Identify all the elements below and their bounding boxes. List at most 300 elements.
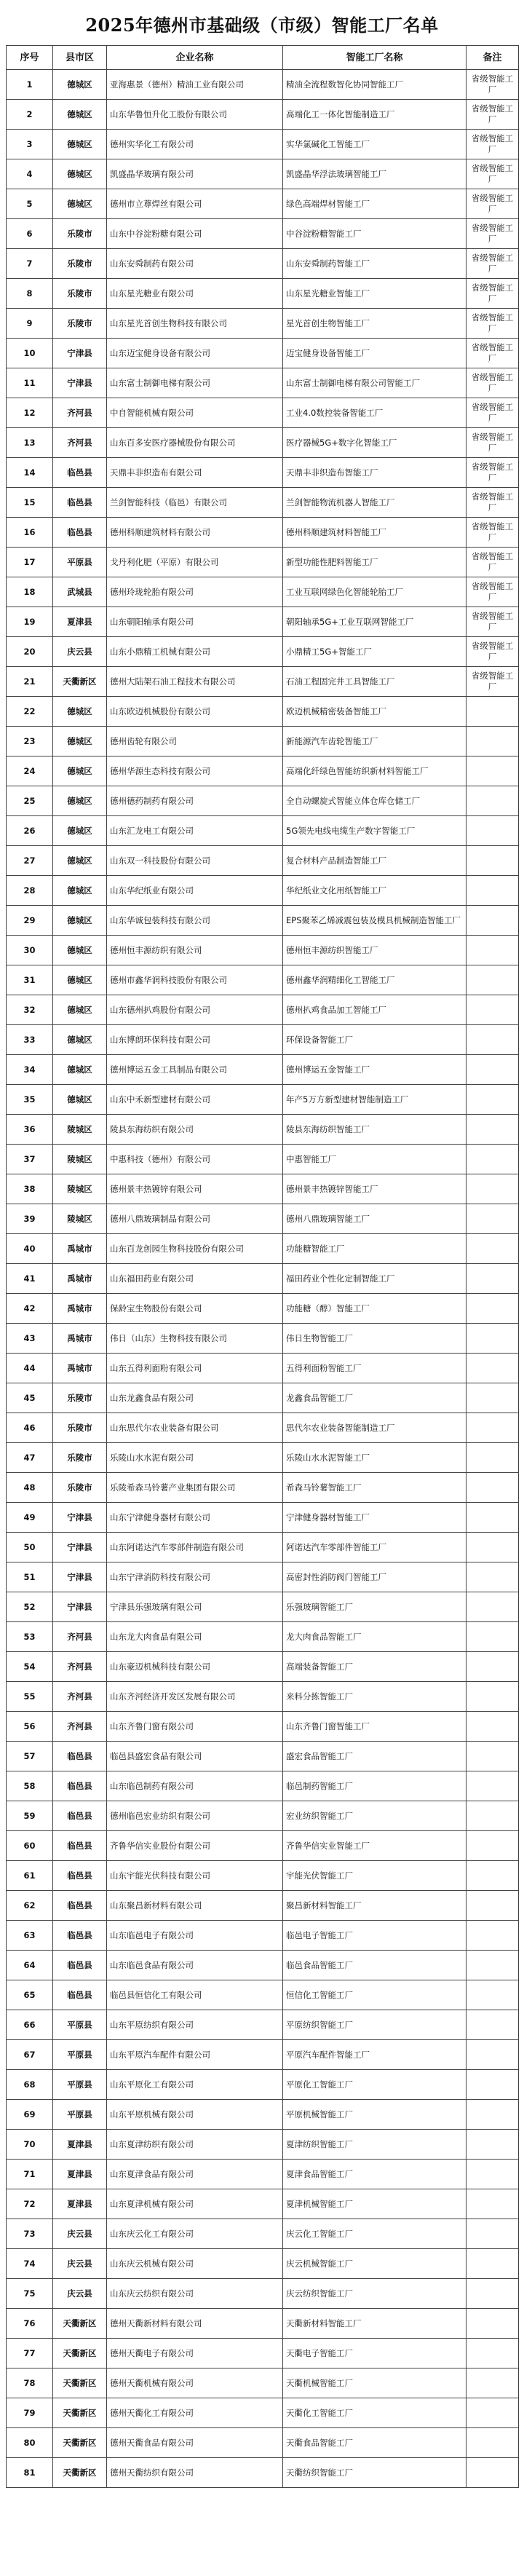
table-body — [7, 70, 519, 2488]
row-factory-name: EPS聚苯乙烯减震包装及模具机械制造智能工厂 — [283, 906, 467, 936]
row-index: 47 — [7, 1443, 53, 1473]
table-row — [7, 548, 519, 577]
row-district: 临邑县 — [53, 1921, 107, 1951]
row-remark: 省级智能工厂 — [467, 219, 519, 249]
row-company: 山东平原汽车配件有限公司 — [107, 2040, 283, 2070]
row-factory-name: 迈宝健身设备智能工厂 — [283, 339, 467, 368]
row-factory-name: 德州景丰热镀锌智能工厂 — [283, 1174, 467, 1204]
table-row — [7, 159, 519, 189]
row-index: 64 — [7, 1951, 53, 1980]
row-company: 德州天衢纺织有限公司 — [107, 2458, 283, 2488]
row-district: 临邑县 — [53, 1951, 107, 1980]
row-index: 11 — [7, 368, 53, 398]
table-row — [7, 2398, 519, 2428]
row-company: 山东平原机械有限公司 — [107, 2100, 283, 2130]
row-district: 乐陵市 — [53, 1443, 107, 1473]
row-company: 山东思代尔农业装备有限公司 — [107, 1413, 283, 1443]
row-remark — [467, 2339, 519, 2368]
row-factory-name: 凯盛晶华浮法玻璃智能工厂 — [283, 159, 467, 189]
row-remark — [467, 816, 519, 846]
row-factory-name: 五得利面粉智能工厂 — [283, 1354, 467, 1383]
row-district: 夏津县 — [53, 607, 107, 637]
row-index: 81 — [7, 2458, 53, 2488]
row-company: 乐陵山水水泥有限公司 — [107, 1443, 283, 1473]
table-row — [7, 368, 519, 398]
row-index: 27 — [7, 846, 53, 876]
row-index: 58 — [7, 1771, 53, 1801]
row-remark — [467, 936, 519, 965]
row-company: 山东中谷淀粉糖有限公司 — [107, 219, 283, 249]
row-remark: 省级智能工厂 — [467, 130, 519, 159]
row-remark: 省级智能工厂 — [467, 577, 519, 607]
row-factory-name: 龙大肉食品智能工厂 — [283, 1622, 467, 1652]
row-index: 52 — [7, 1592, 53, 1622]
table-row — [7, 1682, 519, 1712]
table-row — [7, 488, 519, 518]
row-company: 山东福田药业有限公司 — [107, 1264, 283, 1294]
row-remark — [467, 1652, 519, 1682]
row-remark — [467, 1921, 519, 1951]
table-row — [7, 1294, 519, 1324]
table-row — [7, 1413, 519, 1443]
row-index: 51 — [7, 1562, 53, 1592]
row-remark — [467, 1771, 519, 1801]
table-row — [7, 1980, 519, 2010]
row-district: 临邑县 — [53, 1891, 107, 1921]
row-factory-name: 夏津纺织智能工厂 — [283, 2130, 467, 2160]
row-remark — [467, 965, 519, 995]
row-district: 德城区 — [53, 965, 107, 995]
table-row — [7, 667, 519, 697]
row-company: 山东临邑电子有限公司 — [107, 1921, 283, 1951]
row-company: 中自智能机械有限公司 — [107, 398, 283, 428]
row-index: 42 — [7, 1294, 53, 1324]
row-company: 山东博朗环保科技有限公司 — [107, 1025, 283, 1055]
row-district: 平原县 — [53, 2040, 107, 2070]
row-factory-name: 伟日生物智能工厂 — [283, 1324, 467, 1354]
row-index: 5 — [7, 189, 53, 219]
table-row — [7, 1771, 519, 1801]
row-district: 天衢新区 — [53, 2458, 107, 2488]
table-row — [7, 2070, 519, 2100]
row-remark — [467, 1891, 519, 1921]
row-district: 临邑县 — [53, 1742, 107, 1771]
row-factory-name: 山东齐鲁门窗智能工厂 — [283, 1712, 467, 1742]
row-remark — [467, 697, 519, 727]
row-remark: 省级智能工厂 — [467, 339, 519, 368]
row-district: 齐河县 — [53, 1682, 107, 1712]
table-row — [7, 786, 519, 816]
row-district: 齐河县 — [53, 1652, 107, 1682]
row-district: 禹城市 — [53, 1294, 107, 1324]
row-remark: 省级智能工厂 — [467, 488, 519, 518]
row-company: 亚海惠景（德州）精油工业有限公司 — [107, 70, 283, 100]
table-row — [7, 1652, 519, 1682]
table-row — [7, 1831, 519, 1861]
row-remark — [467, 1473, 519, 1503]
row-company: 山东豪迈机械科技有限公司 — [107, 1652, 283, 1682]
row-factory-name: 天衢纺织智能工厂 — [283, 2458, 467, 2488]
row-factory-name: 绿色高端焊材智能工厂 — [283, 189, 467, 219]
row-company: 德州博运五金工具制品有限公司 — [107, 1055, 283, 1085]
row-company: 陵县东海纺织有限公司 — [107, 1115, 283, 1145]
row-district: 宁津县 — [53, 1503, 107, 1533]
row-factory-name: 实华氯碱化工智能工厂 — [283, 130, 467, 159]
table-row — [7, 1354, 519, 1383]
row-remark — [467, 1801, 519, 1831]
factory-list-table — [6, 45, 519, 2488]
row-remark — [467, 1562, 519, 1592]
row-company: 山东阿诺达汽车零部件制造有限公司 — [107, 1533, 283, 1562]
row-factory-name: 工业4.0数控装备智能工厂 — [283, 398, 467, 428]
row-factory-name: 宇能光伏智能工厂 — [283, 1861, 467, 1891]
row-index: 10 — [7, 339, 53, 368]
row-index: 29 — [7, 906, 53, 936]
row-index: 34 — [7, 1055, 53, 1085]
row-remark — [467, 1354, 519, 1383]
row-factory-name: 平原汽车配件智能工厂 — [283, 2040, 467, 2070]
row-company: 山东汇龙电工有限公司 — [107, 816, 283, 846]
row-company: 山东龙大肉食品有限公司 — [107, 1622, 283, 1652]
row-index: 79 — [7, 2398, 53, 2428]
row-company: 临邑县盛宏食品有限公司 — [107, 1742, 283, 1771]
row-district: 德城区 — [53, 1085, 107, 1115]
row-remark: 省级智能工厂 — [467, 279, 519, 309]
table-row — [7, 2368, 519, 2398]
row-remark — [467, 1622, 519, 1652]
row-company: 山东庆云机械有限公司 — [107, 2249, 283, 2279]
table-row — [7, 1025, 519, 1055]
row-district: 齐河县 — [53, 398, 107, 428]
row-factory-name: 德州鑫华润精细化工智能工厂 — [283, 965, 467, 995]
row-district: 天衢新区 — [53, 2428, 107, 2458]
row-company: 德州天衢机械有限公司 — [107, 2368, 283, 2398]
row-index: 75 — [7, 2279, 53, 2309]
row-company: 德州天衢化工有限公司 — [107, 2398, 283, 2428]
row-factory-name: 高端装备智能工厂 — [283, 1652, 467, 1682]
row-factory-name: 兰剑智能物流机器人智能工厂 — [283, 488, 467, 518]
row-district: 临邑县 — [53, 518, 107, 548]
row-index: 39 — [7, 1204, 53, 1234]
page-title: 2025年德州市基础级（市级）智能工厂名单 — [85, 15, 439, 36]
row-factory-name: 临邑电子智能工厂 — [283, 1921, 467, 1951]
table-row — [7, 2428, 519, 2458]
table-row — [7, 1891, 519, 1921]
row-remark: 省级智能工厂 — [467, 458, 519, 488]
row-factory-name: 福田药业个性化定制智能工厂 — [283, 1264, 467, 1294]
table-row — [7, 637, 519, 667]
table-row — [7, 70, 519, 100]
row-factory-name: 山东星光糖业智能工厂 — [283, 279, 467, 309]
row-remark — [467, 1831, 519, 1861]
table-row — [7, 130, 519, 159]
row-company: 德州天衢食品有限公司 — [107, 2428, 283, 2458]
row-factory-name: 宏业纺织智能工厂 — [283, 1801, 467, 1831]
row-company: 德州天衢新材料有限公司 — [107, 2309, 283, 2339]
table-row — [7, 1145, 519, 1174]
row-remark — [467, 1592, 519, 1622]
table-row — [7, 906, 519, 936]
row-remark — [467, 756, 519, 786]
row-company: 德州恒丰源纺织有限公司 — [107, 936, 283, 965]
row-remark — [467, 1025, 519, 1055]
row-factory-name: 朝阳轴承5G+工业互联网智能工厂 — [283, 607, 467, 637]
row-factory-name: 高端化工一体化智能制造工厂 — [283, 100, 467, 130]
row-index: 73 — [7, 2219, 53, 2249]
row-factory-name: 恒信化工智能工厂 — [283, 1980, 467, 2010]
row-index: 37 — [7, 1145, 53, 1174]
row-remark — [467, 1264, 519, 1294]
row-factory-name: 天衢新材料智能工厂 — [283, 2309, 467, 2339]
row-index: 8 — [7, 279, 53, 309]
table-row — [7, 2249, 519, 2279]
row-remark — [467, 1085, 519, 1115]
row-remark: 省级智能工厂 — [467, 159, 519, 189]
row-factory-name: 乐陵山水水泥智能工厂 — [283, 1443, 467, 1473]
row-index: 12 — [7, 398, 53, 428]
row-district: 德城区 — [53, 1025, 107, 1055]
row-index: 45 — [7, 1383, 53, 1413]
row-factory-name: 天衢化工智能工厂 — [283, 2398, 467, 2428]
row-remark — [467, 2398, 519, 2428]
row-company: 山东五得利面粉有限公司 — [107, 1354, 283, 1383]
row-factory-name: 年产5万方新型建材智能制造工厂 — [283, 1085, 467, 1115]
row-index: 1 — [7, 70, 53, 100]
row-remark — [467, 1055, 519, 1085]
row-company: 德州华源生态科技有限公司 — [107, 756, 283, 786]
row-company: 保龄宝生物股份有限公司 — [107, 1294, 283, 1324]
row-factory-name: 思代尔农业装备智能制造工厂 — [283, 1413, 467, 1443]
row-index: 15 — [7, 488, 53, 518]
row-factory-name: 临邑食品智能工厂 — [283, 1951, 467, 1980]
row-index: 38 — [7, 1174, 53, 1204]
row-factory-name: 齐鲁华信实业智能工厂 — [283, 1831, 467, 1861]
row-remark — [467, 1980, 519, 2010]
row-district: 德城区 — [53, 727, 107, 756]
row-index: 70 — [7, 2130, 53, 2160]
table-row — [7, 1234, 519, 1264]
row-factory-name: 聚昌新材料智能工厂 — [283, 1891, 467, 1921]
row-district: 平原县 — [53, 2070, 107, 2100]
row-remark — [467, 906, 519, 936]
row-factory-name: 石油工程固完井工具智能工厂 — [283, 667, 467, 697]
row-company: 德州玲珑轮胎有限公司 — [107, 577, 283, 607]
table-row — [7, 2130, 519, 2160]
row-index: 61 — [7, 1861, 53, 1891]
row-remark — [467, 2130, 519, 2160]
row-district: 乐陵市 — [53, 1413, 107, 1443]
row-remark: 省级智能工厂 — [467, 607, 519, 637]
row-district: 齐河县 — [53, 1712, 107, 1742]
row-remark — [467, 2279, 519, 2309]
row-district: 庆云县 — [53, 2249, 107, 2279]
row-index: 31 — [7, 965, 53, 995]
row-company: 山东华纪纸业有限公司 — [107, 876, 283, 906]
row-company: 德州齿轮有限公司 — [107, 727, 283, 756]
row-district: 德城区 — [53, 697, 107, 727]
row-remark — [467, 1383, 519, 1413]
row-district: 武城县 — [53, 577, 107, 607]
row-index: 74 — [7, 2249, 53, 2279]
row-remark — [467, 846, 519, 876]
row-remark: 省级智能工厂 — [467, 309, 519, 339]
row-remark — [467, 1294, 519, 1324]
table-row — [7, 100, 519, 130]
row-district: 禹城市 — [53, 1354, 107, 1383]
row-factory-name: 阿诺达汽车零部件智能工厂 — [283, 1533, 467, 1562]
row-factory-name: 新能源汽车齿轮智能工厂 — [283, 727, 467, 756]
row-index: 21 — [7, 667, 53, 697]
row-district: 庆云县 — [53, 2279, 107, 2309]
table-row — [7, 577, 519, 607]
row-remark — [467, 995, 519, 1025]
row-index: 55 — [7, 1682, 53, 1712]
row-district: 宁津县 — [53, 1533, 107, 1562]
row-remark — [467, 1234, 519, 1264]
row-remark — [467, 1324, 519, 1354]
table-row — [7, 1861, 519, 1891]
table-row — [7, 1174, 519, 1204]
row-company: 山东星光首创生物科技有限公司 — [107, 309, 283, 339]
table-row — [7, 846, 519, 876]
row-company: 德州市立尊焊丝有限公司 — [107, 189, 283, 219]
table-row — [7, 249, 519, 279]
row-index: 41 — [7, 1264, 53, 1294]
row-index: 72 — [7, 2189, 53, 2219]
row-company: 山东庆云化工有限公司 — [107, 2219, 283, 2249]
table-row — [7, 1562, 519, 1592]
table-row — [7, 2040, 519, 2070]
table-row — [7, 458, 519, 488]
table-row — [7, 2010, 519, 2040]
row-company: 山东齐河经济开发区发展有限公司 — [107, 1682, 283, 1712]
row-remark — [467, 2309, 519, 2339]
header-district: 县市区 — [53, 46, 107, 70]
row-district: 德城区 — [53, 786, 107, 816]
table-row — [7, 2309, 519, 2339]
row-remark — [467, 1682, 519, 1712]
row-remark — [467, 2458, 519, 2488]
row-index: 3 — [7, 130, 53, 159]
row-index: 62 — [7, 1891, 53, 1921]
row-index: 48 — [7, 1473, 53, 1503]
row-district: 平原县 — [53, 548, 107, 577]
row-factory-name: 临邑制药智能工厂 — [283, 1771, 467, 1801]
row-company: 乐陵希森马铃薯产业集团有限公司 — [107, 1473, 283, 1503]
row-district: 齐河县 — [53, 428, 107, 458]
row-company: 山东宁津消防科技有限公司 — [107, 1562, 283, 1592]
table-row — [7, 2279, 519, 2309]
row-district: 临邑县 — [53, 1861, 107, 1891]
row-factory-name: 庆云机械智能工厂 — [283, 2249, 467, 2279]
row-factory-name: 功能糖智能工厂 — [283, 1234, 467, 1264]
row-company: 山东临邑食品有限公司 — [107, 1951, 283, 1980]
row-factory-name: 宁津健身器材智能工厂 — [283, 1503, 467, 1533]
table-row — [7, 219, 519, 249]
row-factory-name: 全自动螺旋式智能立体仓库仓储工厂 — [283, 786, 467, 816]
row-index: 57 — [7, 1742, 53, 1771]
row-company: 山东双一科技股份有限公司 — [107, 846, 283, 876]
row-district: 天衢新区 — [53, 2309, 107, 2339]
row-index: 77 — [7, 2339, 53, 2368]
row-company: 德州景丰热镀锌有限公司 — [107, 1174, 283, 1204]
row-district: 临邑县 — [53, 458, 107, 488]
row-index: 63 — [7, 1921, 53, 1951]
row-district: 德城区 — [53, 130, 107, 159]
row-factory-name: 庆云纺织智能工厂 — [283, 2279, 467, 2309]
row-company: 山东平原纺织有限公司 — [107, 2010, 283, 2040]
row-index: 66 — [7, 2010, 53, 2040]
row-index: 49 — [7, 1503, 53, 1533]
row-district: 宁津县 — [53, 368, 107, 398]
row-factory-name: 5G领先电线电缆生产数字智能工厂 — [283, 816, 467, 846]
row-remark: 省级智能工厂 — [467, 189, 519, 219]
row-index: 9 — [7, 309, 53, 339]
row-index: 4 — [7, 159, 53, 189]
table-row — [7, 1264, 519, 1294]
row-index: 68 — [7, 2070, 53, 2100]
table-row — [7, 816, 519, 846]
table-row — [7, 1533, 519, 1562]
row-company: 山东欧迈机械股份有限公司 — [107, 697, 283, 727]
row-index: 22 — [7, 697, 53, 727]
table-row — [7, 1742, 519, 1771]
row-company: 山东龙鑫食品有限公司 — [107, 1383, 283, 1413]
table-row — [7, 1204, 519, 1234]
row-district: 庆云县 — [53, 637, 107, 667]
header-company: 企业名称 — [107, 46, 283, 70]
row-remark — [467, 2189, 519, 2219]
row-factory-name: 陵县东海纺织智能工厂 — [283, 1115, 467, 1145]
row-district: 德城区 — [53, 995, 107, 1025]
row-district: 宁津县 — [53, 1592, 107, 1622]
row-index: 67 — [7, 2040, 53, 2070]
row-index: 23 — [7, 727, 53, 756]
table-row — [7, 1324, 519, 1354]
row-district: 德城区 — [53, 159, 107, 189]
table-row — [7, 339, 519, 368]
row-remark — [467, 1503, 519, 1533]
table-row — [7, 2189, 519, 2219]
table-row — [7, 1055, 519, 1085]
row-factory-name: 德州博运五金智能工厂 — [283, 1055, 467, 1085]
row-district: 禹城市 — [53, 1264, 107, 1294]
row-district: 乐陵市 — [53, 309, 107, 339]
row-index: 78 — [7, 2368, 53, 2398]
row-district: 陵城区 — [53, 1174, 107, 1204]
row-index: 46 — [7, 1413, 53, 1443]
row-index: 28 — [7, 876, 53, 906]
row-factory-name: 夏津食品智能工厂 — [283, 2160, 467, 2189]
header-factory-name: 智能工厂名称 — [283, 46, 467, 70]
row-district: 天衢新区 — [53, 667, 107, 697]
row-company: 山东中禾新型建材有限公司 — [107, 1085, 283, 1115]
row-company: 德州八鼎玻璃制品有限公司 — [107, 1204, 283, 1234]
row-remark — [467, 727, 519, 756]
row-index: 43 — [7, 1324, 53, 1354]
row-index: 44 — [7, 1354, 53, 1383]
row-remark — [467, 786, 519, 816]
row-district: 德城区 — [53, 1055, 107, 1085]
row-remark — [467, 1115, 519, 1145]
row-district: 临邑县 — [53, 1831, 107, 1861]
row-company: 山东宁津健身器材有限公司 — [107, 1503, 283, 1533]
row-remark: 省级智能工厂 — [467, 637, 519, 667]
row-district: 陵城区 — [53, 1145, 107, 1174]
row-remark — [467, 2100, 519, 2130]
row-company: 伟日（山东）生物科技有限公司 — [107, 1324, 283, 1354]
row-factory-name: 天衢电子智能工厂 — [283, 2339, 467, 2368]
